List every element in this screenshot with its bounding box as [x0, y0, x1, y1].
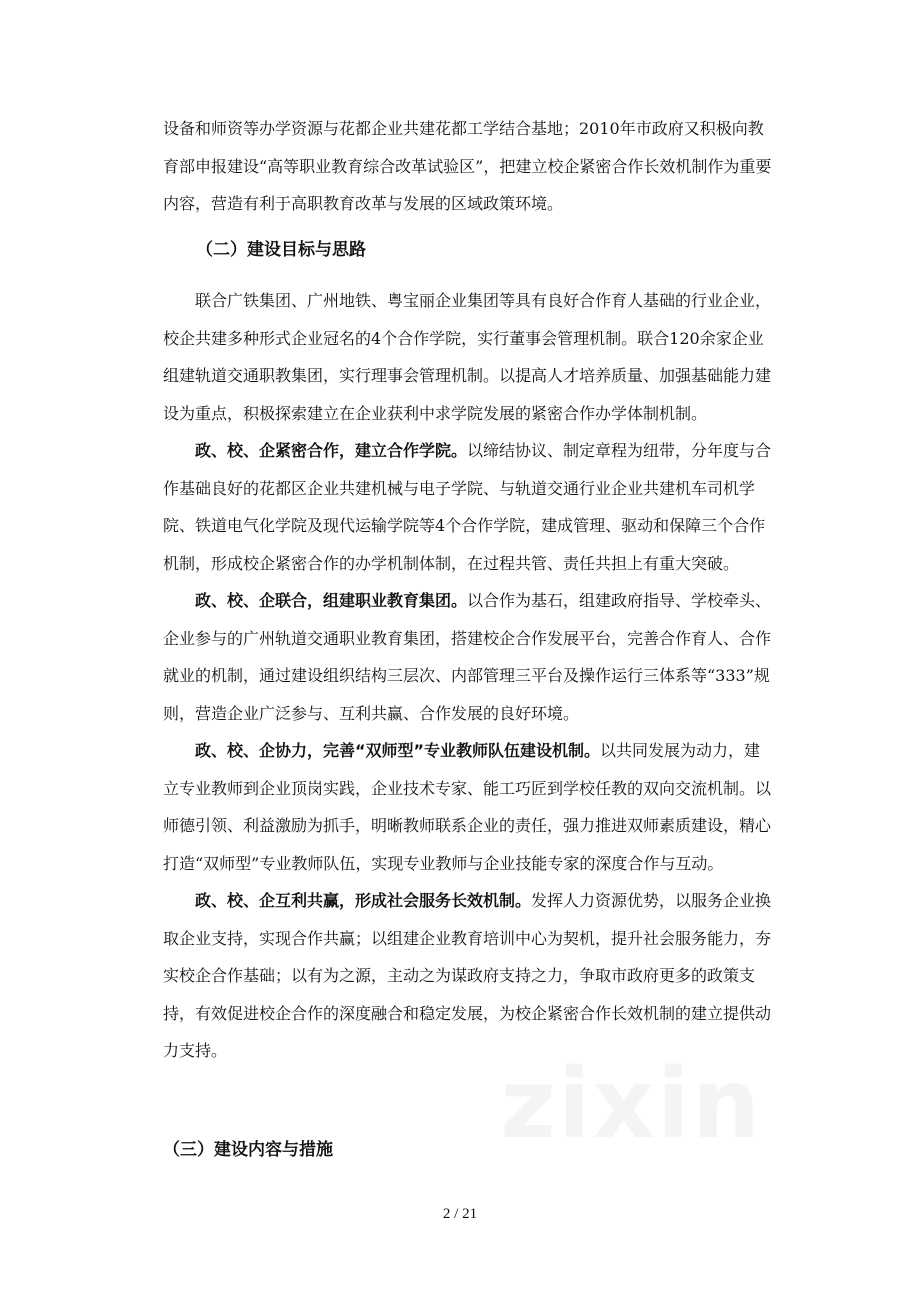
section-heading-3: （三）建设内容与措施	[163, 1140, 333, 1160]
item-heading: 政、校、企互利共赢，形成社会服务长效机制。	[195, 891, 532, 910]
item-text: 以共同发展为动力，建立专业教师到企业顶岗实践，企业技术专家、能工巧匠到学校任教的双向交流机制。以师德引领、利益激励为抓手，明晰教师联系企业的责任，强力推进双师素质建设，精心打造“双师型”专业教师队伍，实现专业教师与企业技能专家的深度合作与互动。	[163, 741, 772, 873]
intro-paragraph: 设备和师资等办学资源与花都企业共建花都工学结合基地；2010年市政府又积极向教育部申报建设“高等职业教育综合改革试验区”，把建立校企紧密合作长效机制作为重要内容，营造有利于高职教育改革与发展的区域政策环境。	[163, 119, 772, 213]
item-text: 以合作为基石，组建政府指导、学校牵头、企业参与的广州轨道交通职业教育集团，搭建校企合作发展平台，完善合作育人、合作就业的机制，通过建设组织结构三层次、内部管理三平台及操作运行三体系等“333”规则，营造企业广泛参与、互利共赢、合作发展的良好环境。	[163, 591, 772, 723]
goal-paragraph: 联合广铁集团、广州地铁、粤宝丽企业集团等具有良好合作育人基础的行业企业，校企共建多种形式企业冠名的4个合作学院，实行董事会管理机制。联合120余家企业组建轨道交通职教集团，实行理事会管理机制。以提高人才培养质量、加强基础能力建设为重点，积极探索建立在企业获利中求学院发展的紧密合作办学体制机制。	[163, 291, 772, 423]
item-text: 以缔结协议、制定章程为纽带，分年度与合作基础良好的花都区企业共建机械与电子学院、与轨道交通行业企业共建机车司机学院、铁道电气化学院及现代运输学院等4个合作学院，建成管理、驱动和保障三个合作机制，形成校企紧密合作的办学机制体制，在过程共管、责任共担上有重大突破。	[163, 441, 772, 573]
item-heading: 政、校、企联合，组建职业教育集团。	[195, 591, 468, 610]
item-heading: 政、校、企协力，完善“双师型”专业教师队伍建设机制。	[195, 741, 601, 760]
item-heading: 政、校、企紧密合作，建立合作学院。	[195, 441, 468, 460]
section-heading-2: （二）建设目标与思路	[196, 240, 366, 260]
item-paragraph-4	[163, 882, 773, 1070]
item-paragraph-2	[163, 582, 773, 732]
item-text: 发挥人力资源优势，以服务企业换取企业支持，实现合作共赢；以组建企业教育培训中心为契机，提升社会服务能力，夯实校企合作基础；以有为之源，主动之为谋政府支持之力，争取市政府更多的政策支持，有效促进校企合作的深度融合和稳定发展，为校企紧密合作长效机制的建立提供动力支持。	[163, 891, 772, 1060]
page-number: 2 / 21	[442, 1206, 478, 1222]
item-paragraph-3	[163, 732, 773, 882]
item-paragraph-1	[163, 432, 773, 582]
